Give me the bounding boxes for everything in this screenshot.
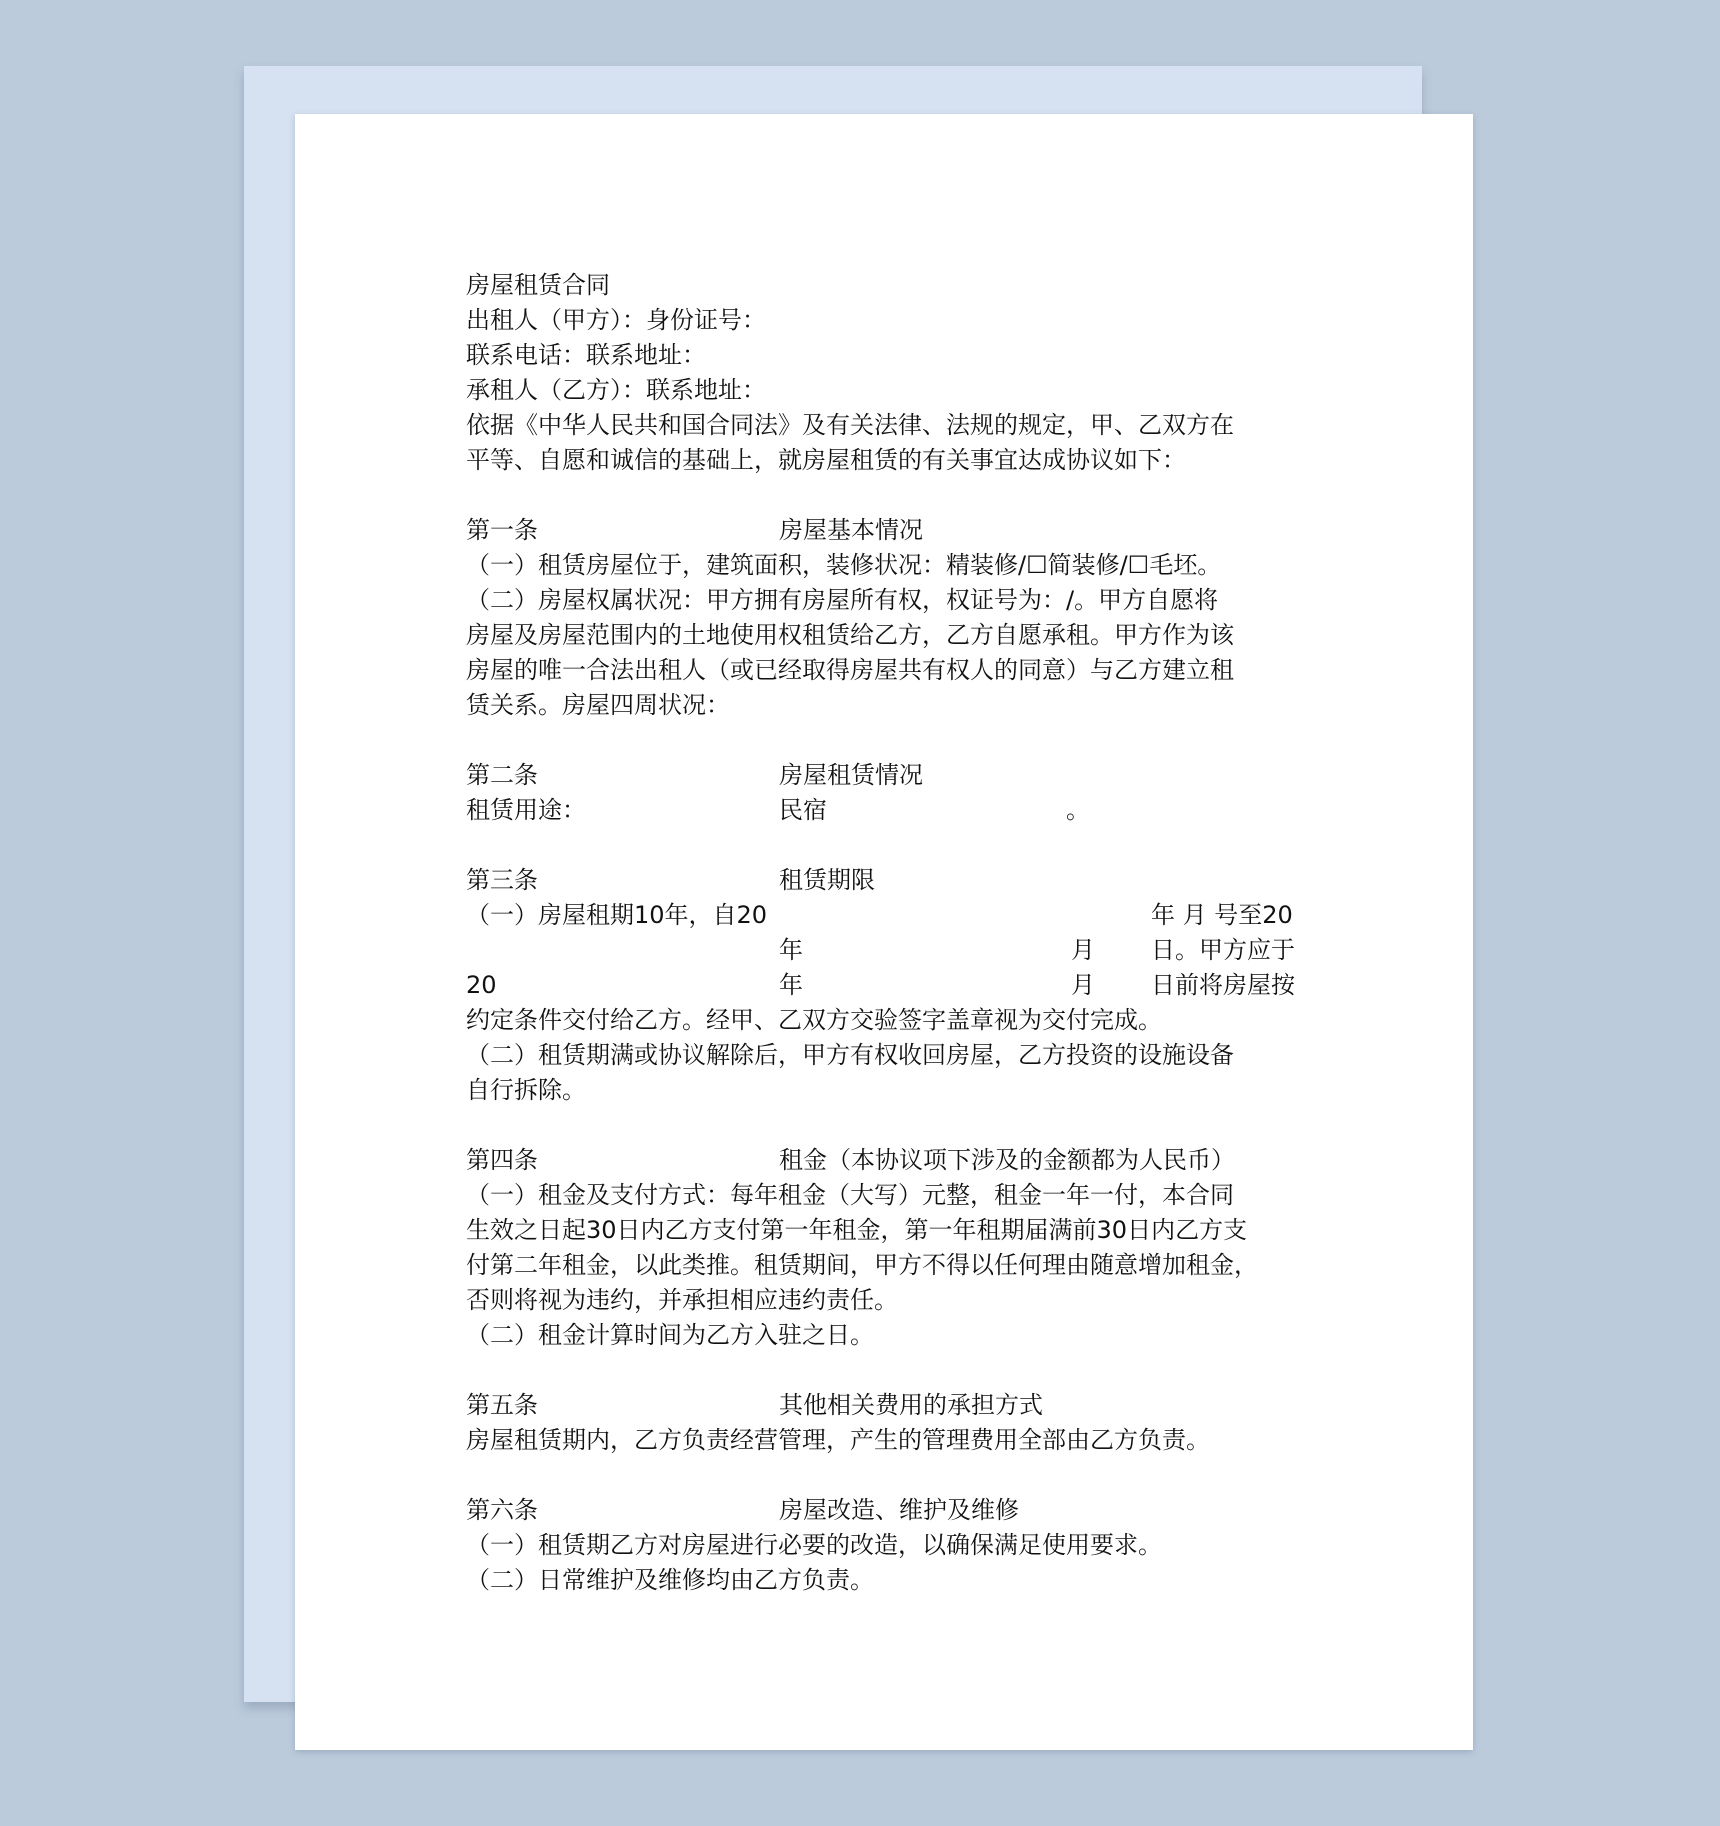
document-title: 房屋租赁合同: [466, 271, 610, 299]
article-line: 房屋租赁期内，乙方负责经营管理，产生的管理费用全部由乙方负责。: [466, 1426, 1210, 1454]
spacer: [466, 723, 1346, 758]
article-heading-row: [466, 1493, 1346, 1528]
article-number: 第四条: [466, 1146, 538, 1174]
preamble-line: 平等、自愿和诚信的基础上，就房屋租赁的有关事宜达成协议如下：: [466, 446, 1186, 474]
term-start: （一）房屋租期10年，自20: [466, 901, 768, 929]
term-end: 日前将房屋按: [1151, 971, 1295, 999]
article-line: （一）租赁期乙方对房屋进行必要的改造，以确保满足使用要求。: [466, 1531, 1162, 1559]
term-row-2: [466, 933, 1346, 968]
term-end: 日。甲方应于: [1151, 936, 1295, 964]
term-mid: 年 月 号至20: [1151, 901, 1293, 929]
contact-line: 联系电话：联系地址：: [466, 341, 706, 369]
article-number: 第一条: [466, 516, 538, 544]
article-number: 第二条: [466, 761, 538, 789]
rental-use-label: 租赁用途：: [466, 796, 586, 824]
article-line: 自行拆除。: [466, 1076, 586, 1104]
article-line: 约定条件交付给乙方。经甲、乙双方交验签字盖章视为交付完成。: [466, 1006, 1162, 1034]
contract-text: [466, 268, 1346, 1598]
article-line: 房屋及房屋范围内的土地使用权租赁给乙方，乙方自愿承租。甲方作为该: [466, 621, 1234, 649]
article-heading: 租金（本协议项下涉及的金额都为人民币）: [779, 1146, 1235, 1174]
article-line: （一）租金及支付方式：每年租金（大写）元整，租金一年一付，本合同: [466, 1181, 1234, 1209]
spacer: [466, 828, 1346, 863]
term-row-1: [466, 898, 1346, 933]
article-heading-row: [466, 1143, 1346, 1178]
article-line: （二）租赁期满或协议解除后，甲方有权收回房屋，乙方投资的设施设备: [466, 1041, 1234, 1069]
article-heading-row: [466, 513, 1346, 548]
article-number: 第六条: [466, 1496, 538, 1524]
lessee-line: 承租人（乙方）：联系地址：: [466, 376, 766, 404]
article-heading: 房屋租赁情况: [779, 761, 923, 789]
article-heading-row: [466, 1388, 1346, 1423]
article-line: 生效之日起30日内乙方支付第一年租金，第一年租期届满前30日内乙方支: [466, 1216, 1248, 1244]
term-prefix: 20: [466, 971, 497, 999]
spacer: [466, 478, 1346, 513]
article-line: （二）房屋权属状况：甲方拥有房屋所有权，权证号为：/。甲方自愿将: [466, 586, 1219, 614]
article-heading: 房屋基本情况: [779, 516, 923, 544]
preamble-line: 依据《中华人民共和国合同法》及有关法律、法规的规定，甲、乙双方在: [466, 411, 1234, 439]
article-line: 赁关系。房屋四周状况：: [466, 691, 730, 719]
term-month: 月: [1071, 971, 1095, 999]
term-month: 月: [1071, 936, 1095, 964]
term-row-3: [466, 968, 1346, 1003]
article-heading-row: [466, 758, 1346, 793]
rental-use-row: [466, 793, 1346, 828]
article-number: 第五条: [466, 1391, 538, 1419]
spacer: [466, 1458, 1346, 1493]
term-year: 年: [779, 971, 803, 999]
spacer: [466, 1353, 1346, 1388]
article-heading: 租赁期限: [779, 866, 875, 894]
article-line: （二）租金计算时间为乙方入驻之日。: [466, 1321, 874, 1349]
rental-use-period: 。: [1066, 796, 1090, 824]
article-line: 房屋的唯一合法出租人（或已经取得房屋共有权人的同意）与乙方建立租: [466, 656, 1234, 684]
rental-use-value: 民宿: [779, 796, 827, 824]
article-heading: 其他相关费用的承担方式: [779, 1391, 1043, 1419]
article-heading: 房屋改造、维护及维修: [779, 1496, 1019, 1524]
article-number: 第三条: [466, 866, 538, 894]
term-year: 年: [779, 936, 803, 964]
lessor-line: 出租人（甲方）：身份证号：: [466, 306, 766, 334]
article-heading-row: [466, 863, 1346, 898]
article-line: 付第二年租金，以此类推。租赁期间，甲方不得以任何理由随意增加租金，: [466, 1251, 1258, 1279]
article-line: （一）租赁房屋位于，建筑面积，装修状况：精装修/☐简装修/☐毛坯。: [466, 551, 1222, 579]
spacer: [466, 1108, 1346, 1143]
article-line: （二）日常维护及维修均由乙方负责。: [466, 1566, 874, 1594]
article-line: 否则将视为违约，并承担相应违约责任。: [466, 1286, 898, 1314]
